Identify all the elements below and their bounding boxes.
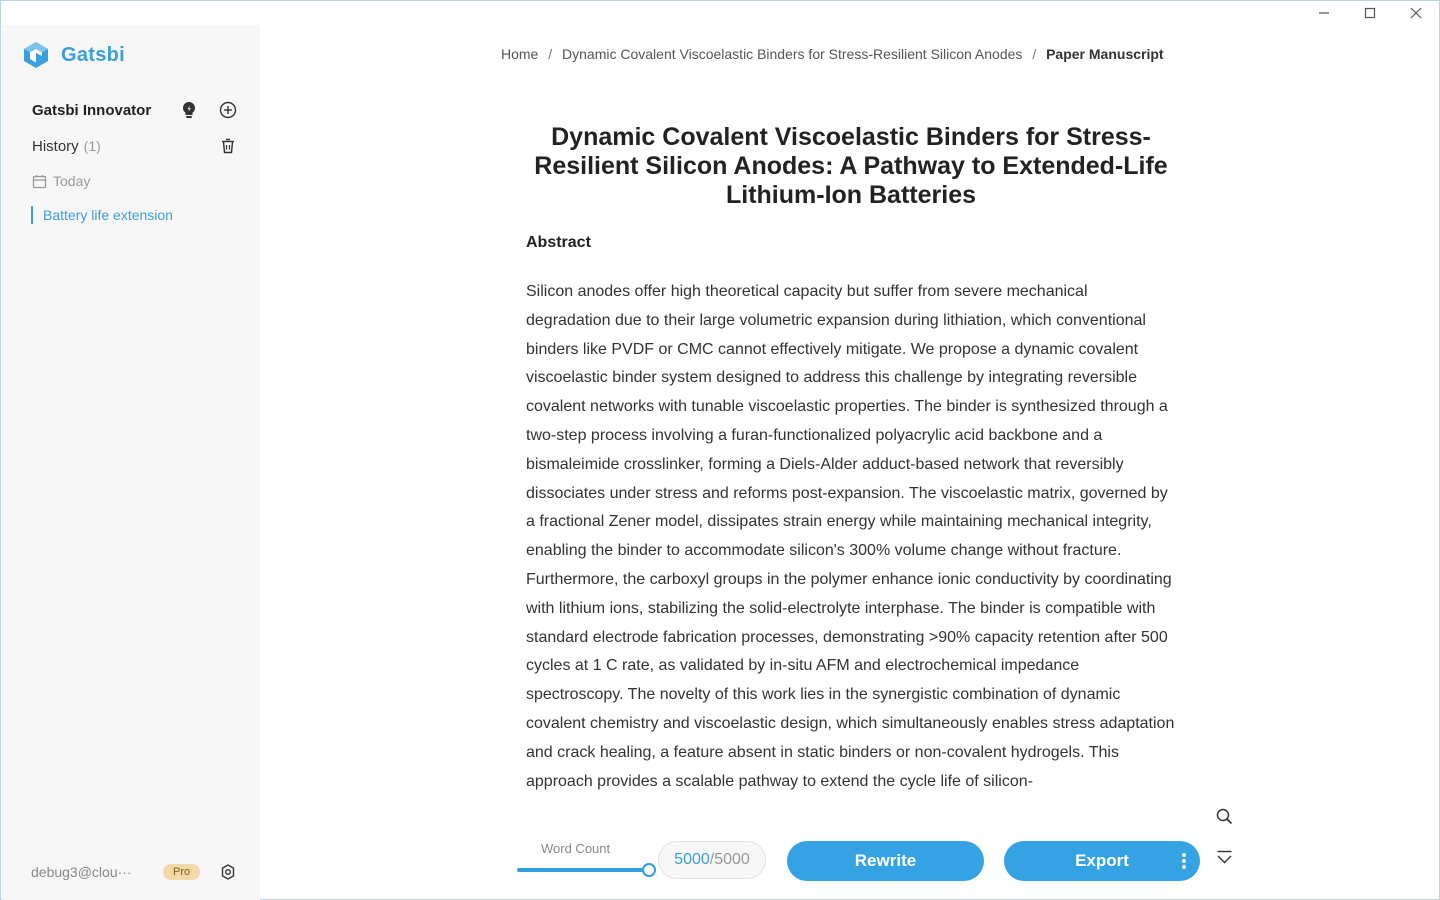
more-vertical-icon[interactable] [1182,853,1186,869]
minimize-button[interactable] [1301,1,1347,25]
settings-button[interactable] [218,862,238,882]
word-count-slider[interactable] [517,868,649,874]
workspace-label[interactable]: Gatsbi Innovator [32,101,152,119]
word-count-value: 5000 [674,851,710,868]
abstract-heading: Abstract [526,234,591,251]
scroll-to-bottom-button[interactable] [1214,847,1234,867]
slider-handle[interactable] [642,863,656,877]
rewrite-button[interactable]: Rewrite [787,841,984,881]
conversation-item-battery-life-extension[interactable]: Battery life extension [31,206,173,224]
word-count-input[interactable] [658,841,766,879]
history-group-today [32,170,238,192]
history-row [32,135,238,157]
plus-circle-icon [219,101,237,119]
breadcrumb-separator: / [548,46,553,62]
gatsbi-logo-icon [22,41,50,69]
idea-button[interactable] [179,100,199,120]
app-logo[interactable] [22,41,125,69]
close-icon [1410,7,1422,19]
abstract-body: Silicon anodes offer high theoretical capacity but suffer from severe mechanical degradation due to their large volumetric expansion during lithiation, which conventional binders like PVDF or CMC cannot effectively mitigate. We propose a dynamic covalent viscoelastic binder system designed to address this challenge by integrating reversible covalent networks with tunable viscoelastic properties. The binder is synthesized through a two-step process involving a furan-functionalized polyacrylic acid backbone and a bismaleimide crosslinker, forming a Diels-Alder adduct-based network that reversibly dissociates under stress and reforms post-expansion. The viscoelastic matrix, governed by a fractional Zener model, dissipates strain energy while maintaining mechanical integrity, enabling the binder to accommodate silicon's 300% volume change without fracture. Furthermore, the carboxyl groups in the polymer enhance ionic conductivity by coordinating with lithium ions, stabilizing the solid-electrolyte interphase. The binder is compatible with standard electrode fabrication processes, demonstrating >90% capacity retention after 500 cycles at 1 C rate, as validated by in-situ AFM and electrochemical impedance spectroscopy. The novelty of this work lies in the synergistic combination of dynamic covalent chemistry and viscoelastic design, which simultaneously enables stress adaptation and crack healing, a feature absent in static binders or non-covalent hydrogels. This approach provides a scalable pathway to extend the cycle life of silicon- [526,283,1175,790]
calendar-icon [32,174,47,189]
breadcrumb-project[interactable]: Dynamic Covalent Viscoelastic Binders for Stress-Resilient Silicon Anodes [562,46,1023,62]
search-button[interactable] [1214,806,1234,826]
breadcrumb-home[interactable]: Home [501,46,539,62]
chevron-down-bar-icon [1216,849,1233,866]
manuscript-document[interactable] [526,123,1176,823]
user-account-row [31,861,238,883]
breadcrumb [501,46,1181,62]
workspace-row [32,99,238,121]
history-label: History [32,137,79,155]
breadcrumb-current: Paper Manuscript [1046,46,1164,62]
window-controls [1301,1,1439,25]
word-count-max: /5000 [709,851,750,868]
slider-fill [517,868,649,872]
minimize-icon [1318,7,1330,19]
lightbulb-icon [181,101,197,119]
history-count: (1) [83,138,101,154]
plan-badge: Pro [163,864,200,880]
clear-history-button[interactable] [218,136,238,156]
maximize-icon [1364,7,1376,19]
export-button[interactable] [1004,841,1200,881]
close-window-button[interactable] [1393,1,1439,25]
word-count-label: Word Count [541,841,611,856]
new-conversation-button[interactable] [218,100,238,120]
document-title: Dynamic Covalent Viscoelastic Binders for Stress-Resilient Silicon Anodes: A Pathway to Extended-Life Lithium-Ion Batteries [534,123,1168,209]
export-label: Export [1075,851,1129,870]
search-icon [1216,808,1233,825]
trash-icon [220,138,236,154]
user-email[interactable]: debug3@clou··· [31,864,132,880]
sidebar [2,25,260,900]
settings-icon [220,864,236,880]
history-group-label: Today [53,173,91,189]
breadcrumb-separator: / [1032,46,1037,62]
app-name: Gatsbi [61,43,126,66]
maximize-button[interactable] [1347,1,1393,25]
